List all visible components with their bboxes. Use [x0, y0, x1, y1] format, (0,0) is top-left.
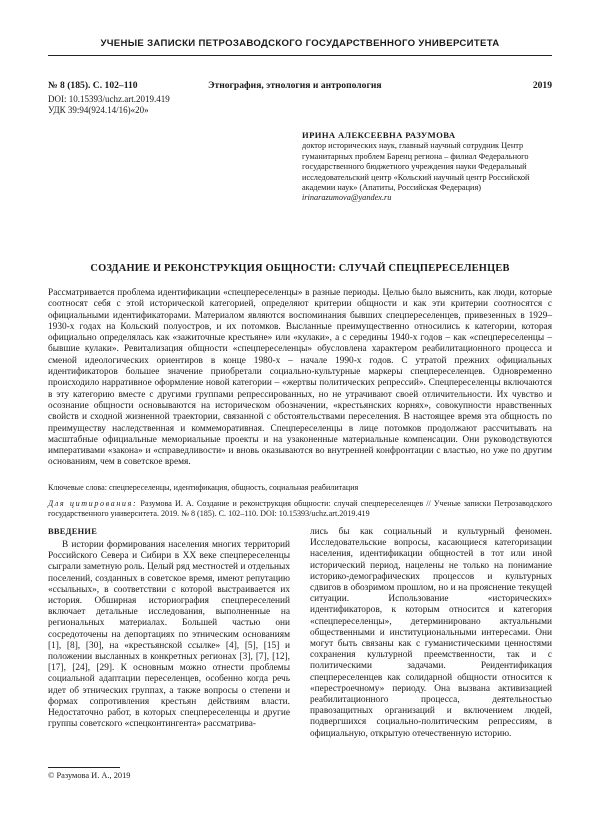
author-block: [302, 130, 552, 204]
udk: УДК 39:94(924.14/16)«20»: [48, 105, 149, 115]
copyright: © Разумова И. А., 2019: [48, 771, 131, 780]
abstract: Рассматривается проблема идентификации «спецпереселенцы» в разные периоды. Целью было выяснить, как люди, которые соотносят себя с этой исторической категорией, определяют критерии общности и как эти критерии соотносятся с официальными идентификаторами. Материалом являются воспоминания бывших спецпереселенцев, привезенных в 1929–1930-х годах на Кольский полуостров, и их потомков. Высланные преимущественно относились к категории, которая официально определялась как «зажиточные крестьяне» или «кулаки», а с середины 1940-х годов – как «спецпереселенцы – бывшие кулаки». Ревитализация общности «спецпереселенцы» обусловлена характером реабилитационного процесса и сменой идеологических ориентиров в конце 1980-х – начале 1990-х годов. С утратой прежних официальных идентификаторов большее значение приобретали социально-культурные маркеры спецпереселенцев. Одновременно происходило нарративное оформление новой категории – «жертвы политических репрессий». Спецпереселенцы включаются в эту категорию вместе с другими группами репрессированных, но не утрачивают своей отличительности. Их чувство и осознание общности основываются на историческом обозначении, «крестьянских корнях», совокупности нравственных свойств и сходной жизненной траектории, связанной с обстоятельствами переселения. В настоящее время эта общность по преимуществу наследственная и коммеморативная. Спецпереселенцы в лице потомков продолжают рассчитывать на масштабные официальные мемориальные проекты и на узаконенные материальные компенсации. Они руководствуются императивами «закона» и «справедливости» и вновь оказываются во внутренней конфронтации с властью, но уже по другим основаниям, чем в советское время.: [48, 288, 552, 468]
body-column-right: [310, 527, 552, 740]
author-affiliation: доктор исторических наук, главный научный сотрудник Центр гуманитарных проблем Баренц региона – филиал Федерального государственного бюджетного учреждения науки Федеральный исследовательский центр «Кольский научный центр Российской академии наук» (Апатиты, Российская Федерация): [302, 141, 530, 193]
body-column-left: [48, 527, 290, 730]
citation-text: Разумова И. А. Создание и реконструкция общности: случай спецпереселенцев // Ученые записки Петрозаводского государственного университета. 2019. № 8 (185). С. 102–110. DOI: 10.15393/uchz.art.2019.419: [48, 499, 552, 519]
body-paragraph-continued: лись бы как социальный и культурный феномен. Исследовательские вопросы, касающиеся категоризации населения, идентификации общностей в тот или иной исторический период, нацелены не только на понимание историко-демографических процессов и культурных сдвигов в обозримом прошлом, но и на прояснение текущей ситуации. Использование «исторических» идентификаторов, к которым относится и категория «спецпереселенцы», детерминировано актуальными общественными и институциональными интересами. Они могут быть связаны как с гуманистическими ценностями сохранения культурной преемственности, так и с политическими задачами. Реидентификация спецпереселенцев как солидарной общности относится к «перестроечному» периоду. Она вызвана активизацией реабилитационного процесса, деятельностью правозащитных организаций и включением людей, подвергшихся социально-политическим репрессиям, в официальную, открытую отечественную историю.: [310, 527, 552, 739]
issue-year: 2019: [532, 80, 552, 91]
author-name: ИРИНА АЛЕКСЕЕВНА РАЗУМОВА: [302, 130, 456, 140]
keywords: Ключевые слова: спецпереселенцы, идентификация, общность, социальная реабилитация: [48, 483, 359, 492]
body-paragraph: В истории формирования населения многих территорий Российского Севера и Сибири в ХХ веке спецпереселенцы сыграли заметную роль. Целый ряд местностей и отдельных поселений, созданных в советское время, имеют репутацию «ссыльных», в соответствии с которой выстраивается их история. Обширная историография спецпереселений включает детальные исследования, выполненные на региональных материалах. Большей частью они сосредоточены на депортациях по этническим основаниям [1], [8], [30], на «крестьянской ссылке» [4], [5], [15] и положении высланных в конкретных регионах [3], [7], [12], [17], [24], [29]. К основным можно отнести проблемы социальной адаптации переселенцев, особенно когда речь идет об этнических группах, а также вопросы о степени и формах сопротивления крестьян действиям власти. Недостаточно работ, в которых спецпереселенцы и другие группы советского «спецконтингента» рассматрива-: [48, 540, 290, 730]
header-divider: [48, 55, 552, 56]
footer-divider: [48, 767, 120, 768]
journal-section: Этнография, этнология и антропология: [208, 80, 382, 91]
article-title: СОЗДАНИЕ И РЕКОНСТРУКЦИЯ ОБЩНОСТИ: СЛУЧАЙ СПЕЦПЕРЕСЕЛЕНЦЕВ: [90, 263, 510, 274]
article-page: [48, 36, 552, 780]
citation: [48, 499, 552, 519]
author-email[interactable]: irinarazumova@yandex.ru: [302, 193, 392, 203]
doi[interactable]: DOI: 10.15393/uchz.art.2019.419: [48, 94, 170, 104]
issue-number: № 8 (185). С. 102–110: [48, 80, 138, 91]
section-heading-introduction: ВВЕДЕНИЕ: [48, 527, 98, 536]
journal-title: УЧЕНЫЕ ЗАПИСКИ ПЕТРОЗАВОДСКОГО ГОСУДАРСТВЕННОГО УНИВЕРСИТЕТА: [100, 38, 500, 49]
issue-row: [48, 80, 552, 94]
citation-label: Для цитирования:: [48, 499, 138, 508]
